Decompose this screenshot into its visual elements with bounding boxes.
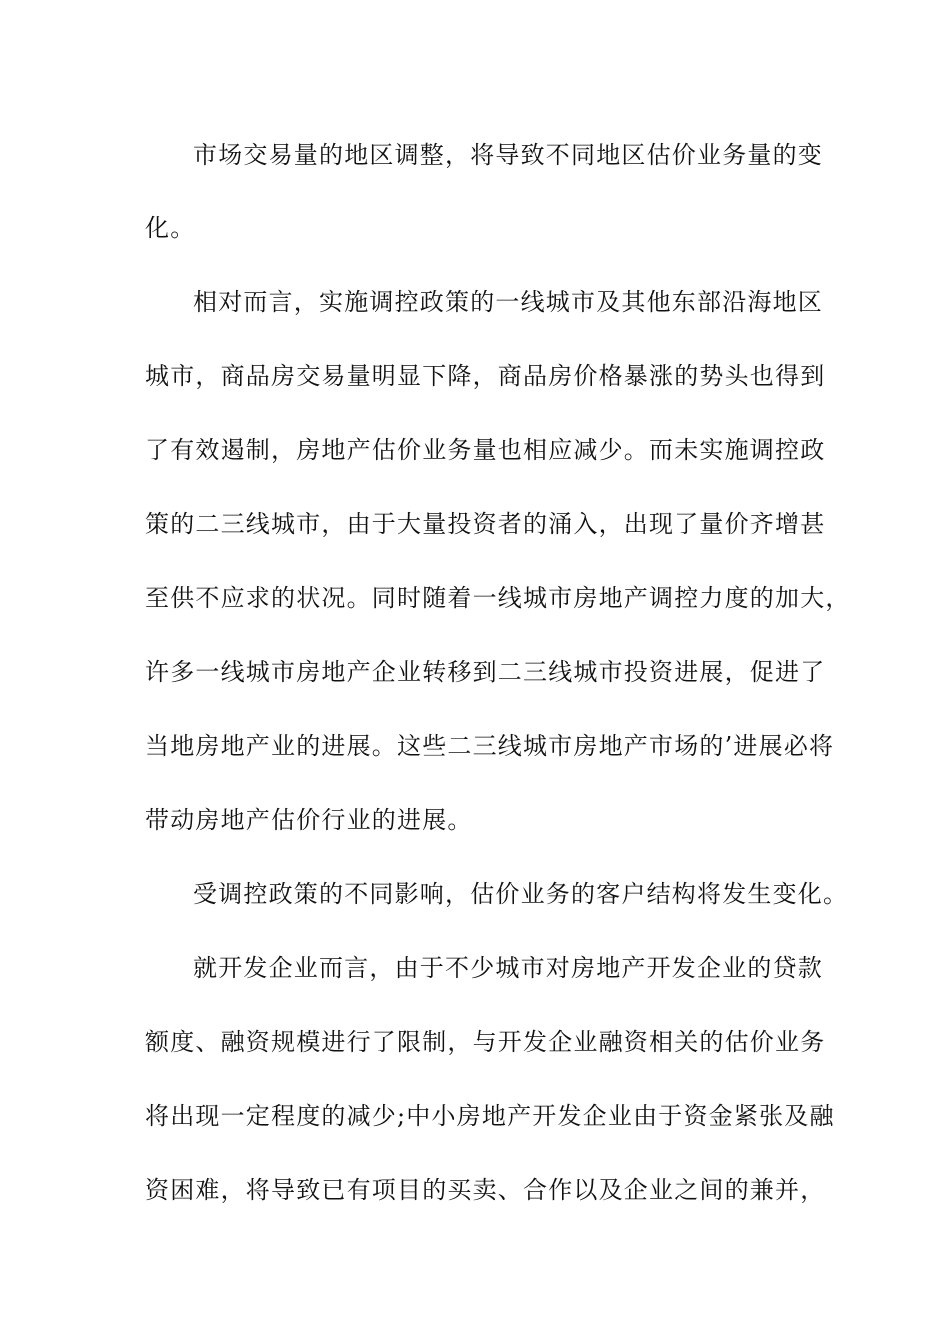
paragraph-2-line-3: 了有效遏制，房地产估价业务量也相应减少。而未实施调控政 (145, 436, 826, 464)
paragraph-4-line-2: 额度、融资规模进行了限制，与开发企业融资相关的估价业务 (145, 1028, 826, 1056)
paragraph-4-line-1: 就开发企业而言，由于不少城市对房地产开发企业的贷款 (193, 954, 823, 982)
paragraph-2-line-7: 当地房地产业的进展。这些二三线城市房地产市场的’进展必将 (145, 732, 835, 760)
paragraph-2-line-1: 相对而言，实施调控政策的一线城市及其他东部沿海地区 (193, 288, 823, 316)
paragraph-2-line-2: 城市，商品房交易量明显下降，商品房价格暴涨的势头也得到 (145, 362, 826, 390)
paragraph-2-line-5: 至供不应求的状况。同时随着一线城市房地产调控力度的加大， (145, 584, 851, 612)
paragraph-1-line-2: 化。 (145, 214, 196, 242)
paragraph-4-line-3: 将出现一定程度的减少;中小房地产开发企业由于资金紧张及融 (145, 1102, 835, 1130)
paragraph-2-line-6: 许多一线城市房地产企业转移到二三线城市投资进展，促进了 (145, 658, 826, 686)
paragraph-2-line-8: 带动房地产估价行业的进展。 (145, 806, 473, 834)
paragraph-1-line-1: 市场交易量的地区调整，将导致不同地区估价业务量的变 (193, 141, 823, 169)
paragraph-4-line-4: 资困难，将导致已有项目的买卖、合作以及企业之间的兼并， (145, 1176, 826, 1204)
paragraph-3-line-1: 受调控政策的不同影响，估价业务的客户结构将发生变化。 (193, 880, 849, 908)
paragraph-2-line-4: 策的二三线城市，由于大量投资者的涌入，出现了量价齐增甚 (145, 510, 826, 538)
